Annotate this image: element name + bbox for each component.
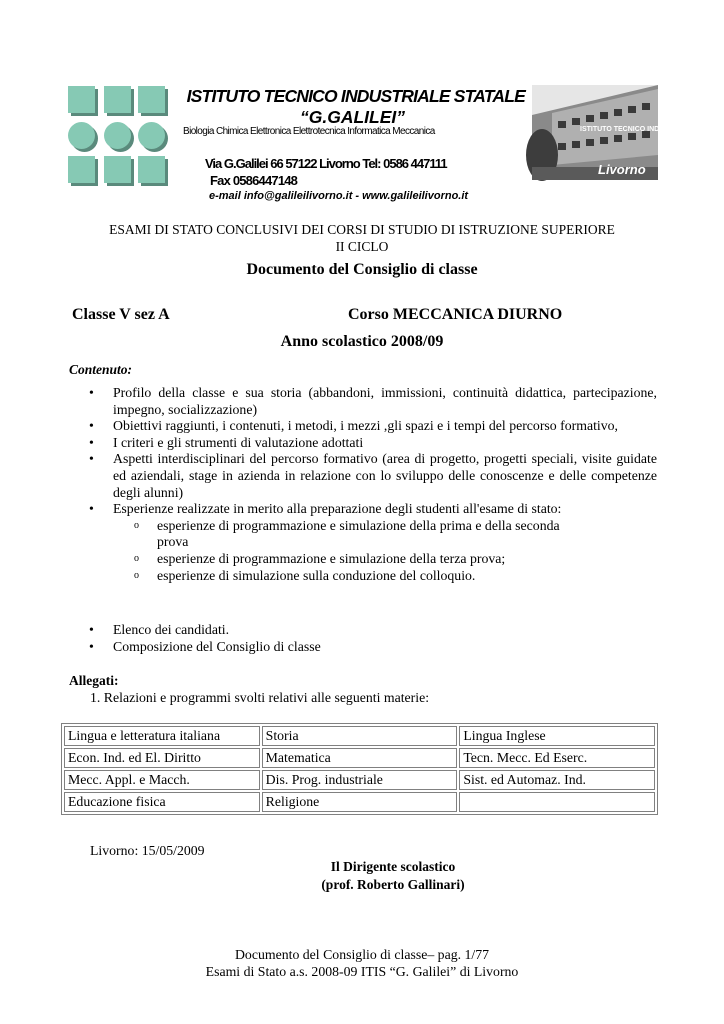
sub-list-item: o esperienze di programmazione e simulazione della prima e della seconda prova [113, 518, 567, 551]
logo-square [104, 156, 131, 183]
contents-list [70, 385, 657, 584]
table-cell: Sist. ed Automaz. Ind. [459, 770, 655, 790]
signatory-name: (prof. Roberto Gallinari) [321, 877, 465, 892]
table-cell: Storia [262, 726, 458, 746]
institute-subtitle: “G.GALILEI” [300, 107, 405, 127]
table-cell: Matematica [262, 748, 458, 768]
footer-page: Documento del Consiglio di classe– pag. 1/77 [234, 947, 490, 962]
institute-departments: Biologia Chimica Elettronica Elettrotecnica Informatica Meccanica [183, 126, 435, 137]
table-cell [459, 792, 655, 812]
table-row [64, 770, 655, 790]
photo-sign: ISTITUTO TECNICO INDUSTR [580, 126, 679, 133]
list-item-text: Esperienze realizzate in merito alla preparazione degli studenti all'esame di stato: [113, 501, 562, 517]
table-row [64, 726, 655, 746]
table-cell: Dis. Prog. industriale [262, 770, 458, 790]
table-cell: Tecn. Mecc. Ed Eserc. [459, 748, 655, 768]
esami-line: II CICLO [335, 239, 389, 254]
list-item: • Composizione del Consiglio di classe [70, 639, 657, 656]
building-photo [532, 85, 679, 180]
list-item: • Profilo della classe e sua storia (abbandoni, immissioni, continuità didattica, partecipazione, impegno, socializzazione) [70, 385, 657, 418]
table-cell: Lingua e letteratura italiana [64, 726, 260, 746]
document-title: Documento del Consiglio di classe [246, 261, 478, 278]
table-cell: Religione [262, 792, 458, 812]
logo-square [138, 156, 165, 183]
logo-square [68, 156, 95, 183]
contents-label: Contenuto: [69, 362, 133, 377]
esami-heading [60, 221, 664, 255]
list-item: • Elenco dei candidati. [70, 622, 657, 639]
institute-name: ISTITUTO TECNICO INDUSTRIALE STATALE [186, 86, 525, 106]
footer-exam: Esami di Stato a.s. 2008-09 ITIS “G. Galilei” di Livorno [205, 964, 519, 979]
photo-caption: Livorno [598, 162, 646, 177]
logo-square [138, 86, 165, 113]
institute-fax: Fax 0586447148 [210, 173, 298, 188]
place-date: Livorno: 15/05/2009 [90, 843, 205, 858]
list-item: • I criteri e gli strumenti di valutazione adottati [70, 435, 657, 452]
sub-list-item: o esperienze di simulazione sulla conduzione del colloquio. [113, 568, 657, 585]
subjects-table [61, 723, 658, 815]
table-row [64, 748, 655, 768]
logo-circle [138, 122, 165, 149]
list-item: • Aspetti interdisciplinari del percorso formativo (area di progetto, progetti speciali, visite guidate ed aziendali, stage in azienda in relazione con lo sviluppo delle conoscenze e delle competenze degli alunni) [70, 451, 657, 501]
table-row [64, 792, 655, 812]
logo-square [68, 86, 95, 113]
institute-logo [68, 86, 168, 186]
esami-line: ESAMI DI STATO CONCLUSIVI DEI CORSI DI STUDIO DI ISTRUZIONE SUPERIORE [109, 222, 615, 237]
logo-circle [68, 122, 95, 149]
table-cell: Mecc. Appl. e Macch. [64, 770, 260, 790]
attachments-label: Allegati: [69, 673, 119, 688]
list-item: • Obiettivi raggiunti, i contenuti, i metodi, i mezzi ,gli spazi e i tempi del percorso formativo, [70, 418, 657, 435]
course-label: Corso MECCANICA DIURNO [348, 306, 563, 323]
contents-list-2 [70, 622, 657, 655]
table-cell: Lingua Inglese [459, 726, 655, 746]
sub-list [113, 518, 657, 584]
sub-list-item: o esperienze di programmazione e simulazione della terza prova; [113, 551, 657, 568]
logo-square [104, 86, 131, 113]
table-cell: Econ. Ind. ed El. Diritto [64, 748, 260, 768]
institute-email-web: e-mail info@galileilivorno.it - www.galileilivorno.it [209, 190, 469, 202]
class-label: Classe V sez A [72, 306, 170, 323]
signatory-title: Il Dirigente scolastico [330, 859, 456, 874]
school-year: Anno scolastico 2008/09 [280, 333, 444, 350]
attachments-item: 1. Relazioni e programmi svolti relativi alle seguenti materie: [90, 690, 430, 705]
list-item [70, 501, 657, 584]
institute-address: Via G.Galilei 66 57122 Livorno Tel: 0586 447111 [205, 156, 447, 171]
logo-circle [104, 122, 131, 149]
table-cell: Educazione fisica [64, 792, 260, 812]
